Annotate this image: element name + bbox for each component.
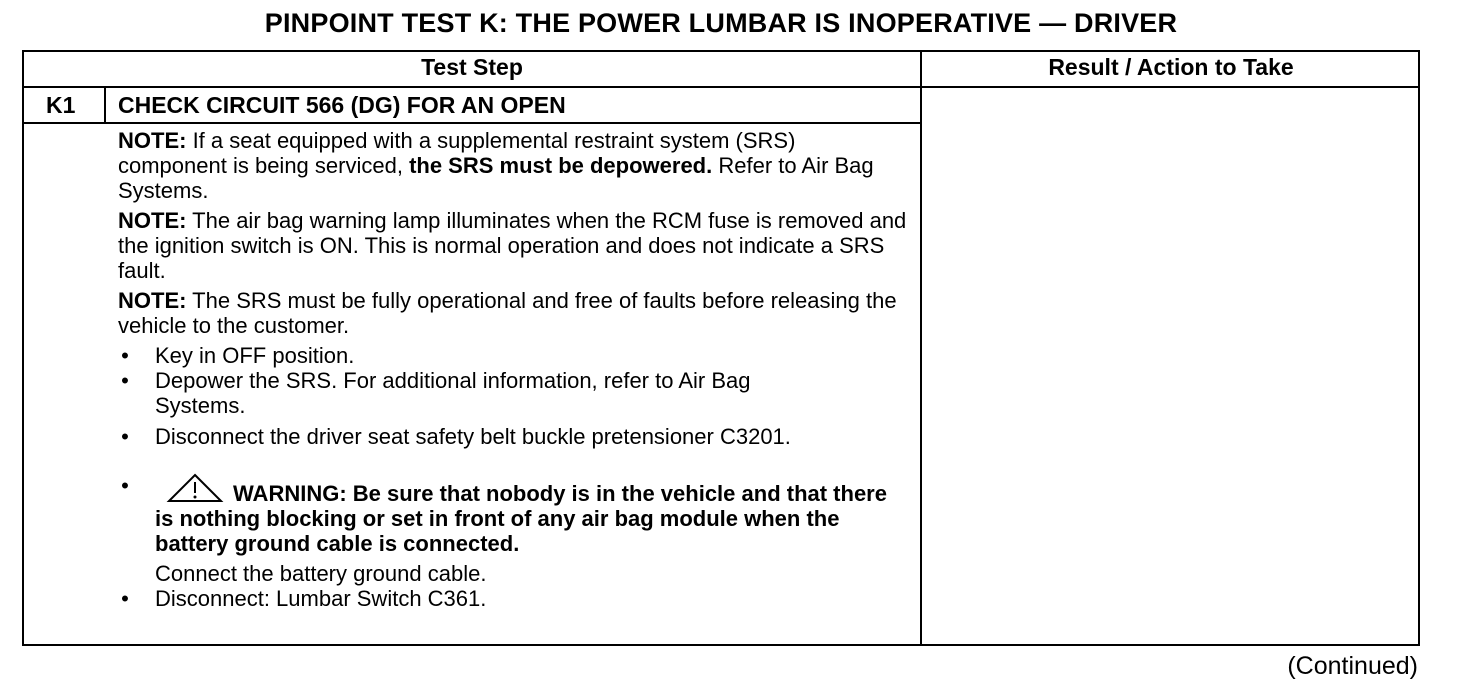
note-text: The air bag warning lamp illuminates when the RCM fuse is removed and the ignition switch is ON. This is normal operation and does not indicate a SRS fault. xyxy=(118,208,907,283)
warning-followup: Connect the battery ground cable. xyxy=(155,561,487,586)
note-srs-depower xyxy=(118,128,908,203)
column-divider xyxy=(920,50,922,646)
note-text: The SRS must be fully operational and free of faults before releasing the vehicle to the customer. xyxy=(118,288,897,338)
bullet-text: Disconnect the driver seat safety belt buckle pretensioner C3201. xyxy=(155,424,791,449)
note-srs-operational xyxy=(118,288,908,338)
list-item xyxy=(118,343,908,368)
header-divider xyxy=(22,86,1420,88)
note-text: If a seat equipped with a supplemental restraint system (SRS) component is being serviced, xyxy=(118,128,796,178)
bullet-text: Depower the SRS. For additional information, refer to Air Bag Systems. xyxy=(155,368,751,418)
step-bullet-list xyxy=(118,343,908,611)
bullet-text: Key in OFF position. xyxy=(155,343,355,368)
list-item xyxy=(118,424,908,449)
bullet-dot: • xyxy=(121,473,129,498)
continued-label: (Continued) xyxy=(1287,652,1418,680)
step-title-divider xyxy=(22,122,922,124)
bullet-dot: • xyxy=(121,368,129,393)
warning-triangle-icon xyxy=(165,473,225,503)
bullet-dot: • xyxy=(121,586,129,611)
warning-block xyxy=(155,473,908,586)
warning-text: WARNING: Be sure that nobody is in the vehicle and that there is nothing blocking or set in front of any air bag module when the battery ground cable is connected. xyxy=(155,481,887,556)
note-warning-lamp xyxy=(118,208,908,283)
bullet-text: Disconnect: Lumbar Switch C361. xyxy=(155,586,487,611)
note-label: NOTE: xyxy=(118,208,187,233)
header-result-action: Result / Action to Take xyxy=(1048,54,1294,80)
bullet-dot: • xyxy=(121,424,129,449)
note-label: NOTE: xyxy=(118,128,187,153)
step-id-divider xyxy=(104,86,106,124)
list-item xyxy=(118,586,908,611)
step-id: K1 xyxy=(46,92,76,118)
list-item xyxy=(118,368,908,418)
bullet-dot: • xyxy=(121,343,129,368)
note-label: NOTE: xyxy=(118,288,187,313)
step-body xyxy=(118,128,908,611)
page-title: PINPOINT TEST K: THE POWER LUMBAR IS INOPERATIVE — DRIVER xyxy=(264,8,1178,38)
note-tail: Refer to Air Bag Systems. xyxy=(118,153,874,203)
list-item-warning xyxy=(118,473,908,586)
step-title: CHECK CIRCUIT 566 (DG) FOR AN OPEN xyxy=(118,92,566,118)
header-test-step: Test Step xyxy=(421,54,523,80)
note-bold-text: the SRS must be depowered. xyxy=(409,153,713,178)
